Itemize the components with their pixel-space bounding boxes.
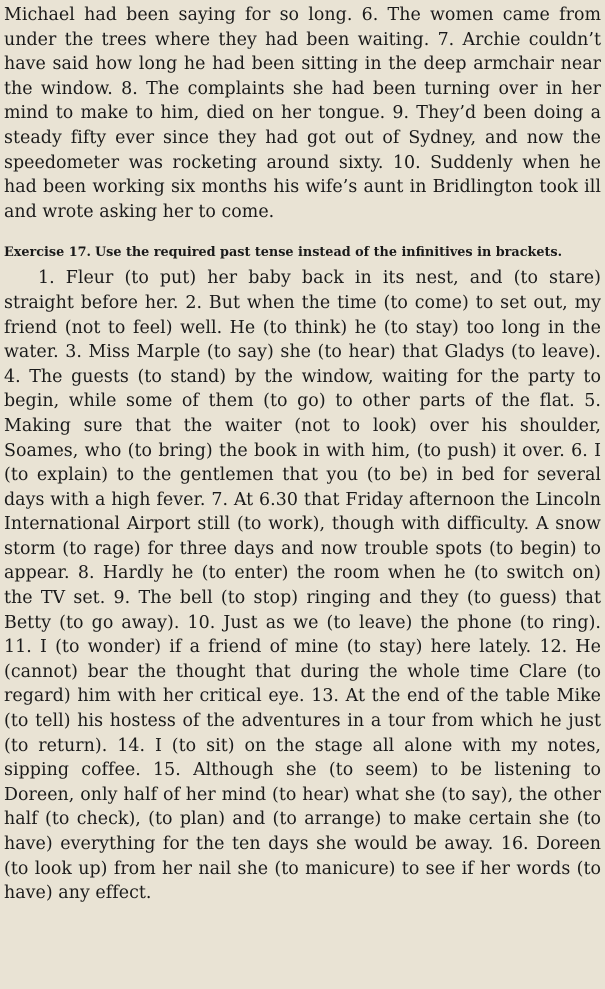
exercise-body: 1. Fleur (to put) her baby back in its nest, and (to stare) straight before her. 2. But when the time (to come) to set out, my friend (not to feel) well. He (to think) he (to stay) too long in the water. 3. Miss Marple (to say) she (to hear) that Gladys (to leave). 4. The guests (to stand) by the window, waiting for the party to begin, while some of them (to go) to other parts of the flat. 5. Making sure that the waiter (not to look) over his shoulder, Soames, who (to bring) the book in with him, (to push) it over. 6. I (to explain) to the gentlemen that you (to be) in bed for several days with a high fever. 7. At 6.30 that Friday afternoon the Lincoln International Airport still (to work), though with difficulty. A snow storm (to rage) for three days and now trouble spots (to begin) to appear. 8. Hardly he (to enter) the room when he (to switch on) the TV set. 9. The bell (to stop) ringing and they (to guess) that Betty (to go away). 10. Just as we (to leave) the phone (to ring). 11. I (to wonder) if a friend of mine (to stay) here lately. 12. He (cannot) bear the thought that during the whole time Clare (to regard) him with her critical eye. 13. At the end of the table Mike (to tell) his hostess of the adventures in a tour from which he just (to return). 14. I (to sit) on the stage all alone with my notes, sipping coffee. 15. Although she (to seem) to be listening to Doreen, only half of her mind (to hear) what she (to say), the other half (to check), (to plan) and (to arrange) to make certain she (to have) everything for the ten days she would be away. 16. Doreen (to look up) from her nail she (to manicure) to see if her words (to have) any effect. bbox=[4, 268, 601, 904]
exercise-instruction: Use the required past tense instead of the infinitives in brackets. bbox=[95, 245, 563, 261]
exercise-heading bbox=[4, 244, 601, 262]
exercise-number: Exercise 17. bbox=[4, 245, 91, 261]
continuation-paragraph: Michael had been saying for so long. 6. The women came from under the trees where they had been waiting. 7. Archie couldn’t have said how long he had been sitting in the deep armchair near the window. 8. The complaints she had been turning over in her mind to make to him, died on her tongue. 9. They’d been doing a steady fifty ever since they had got out of Sydney, and now the speedometer was rocketing around sixty. 10. Suddenly when he had been working six months his wife’s aunt in Bridlington took ill and wrote asking her to come. bbox=[4, 5, 601, 222]
